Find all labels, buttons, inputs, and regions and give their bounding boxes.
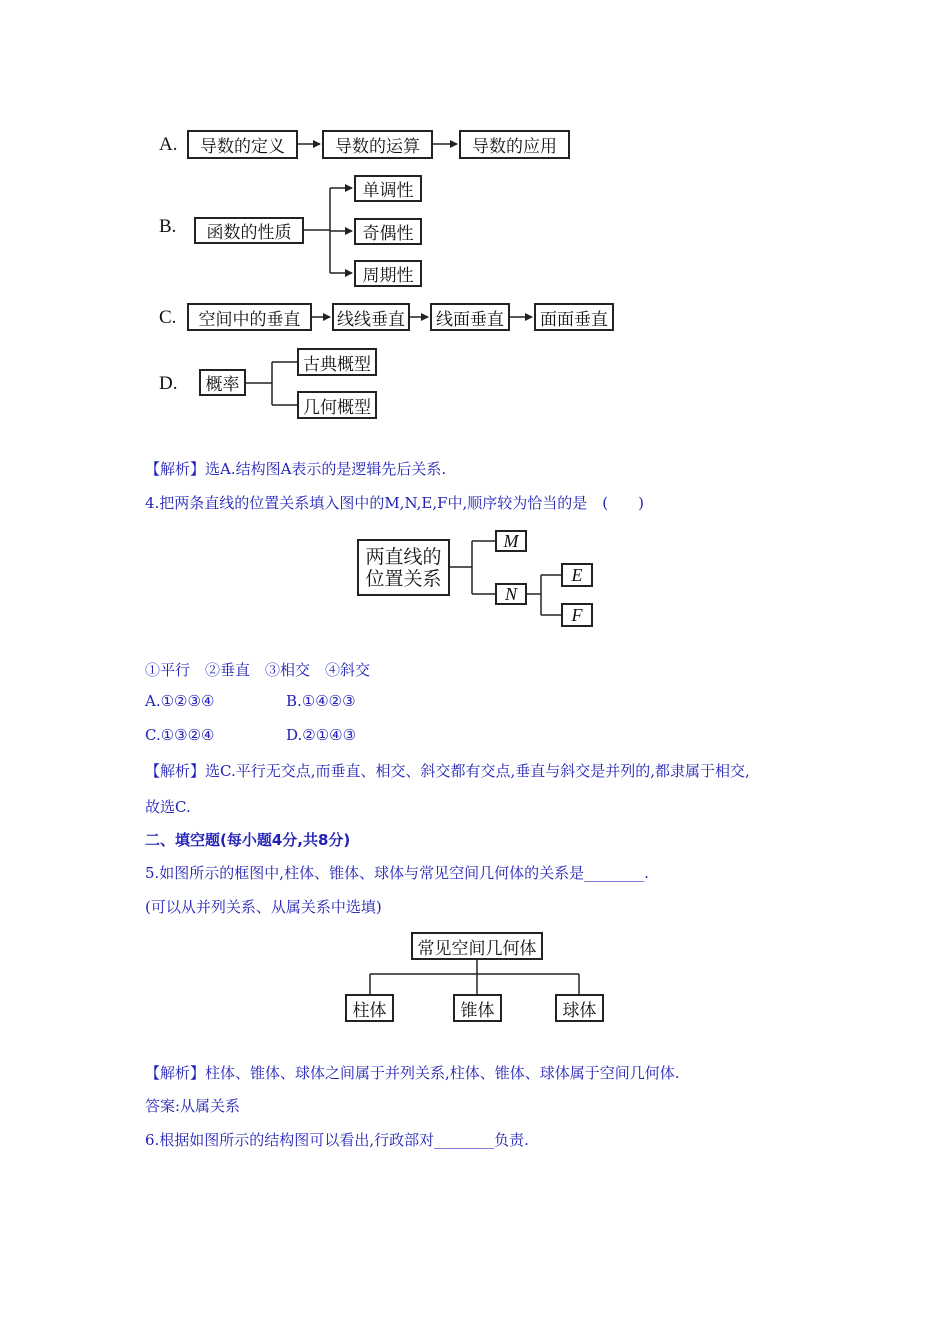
q4-choice-c: C.①③②④ xyxy=(145,726,215,744)
q5-question: 5.如图所示的框图中,柱体、锥体、球体与常见空间几何体的关系是________. xyxy=(145,864,649,882)
option-a-label: A. xyxy=(159,134,178,155)
q4-f-box: F xyxy=(561,603,593,627)
q4-n-box: N xyxy=(495,583,527,605)
q5-root-box: 常见空间几何体 xyxy=(411,932,543,960)
q4-m-box: M xyxy=(495,530,527,552)
q5-analysis: 【解析】柱体、锥体、球体之间属于并列关系,柱体、锥体、球体属于空间几何体. xyxy=(145,1064,680,1082)
option-a-box-2: 导数的运算 xyxy=(322,130,433,159)
q4-root-line2: 位置关系 xyxy=(365,567,442,590)
option-d-label: D. xyxy=(159,373,178,394)
q4-e-box: E xyxy=(561,563,593,587)
q4-root-box xyxy=(357,539,450,596)
q3-analysis: 【解析】选A.结构图A表示的是逻辑先后关系. xyxy=(145,460,447,478)
option-d-child-2: 几何概型 xyxy=(297,391,377,419)
option-c-box-1: 空间中的垂直 xyxy=(187,303,312,331)
q5-answer: 答案:从属关系 xyxy=(145,1097,241,1115)
option-b-label: B. xyxy=(159,216,177,237)
q6-question: 6.根据如图所示的结构图可以看出,行政部对________负责. xyxy=(145,1131,529,1149)
option-a-box-3: 导数的应用 xyxy=(459,130,570,159)
option-b-child-2: 奇偶性 xyxy=(354,218,422,245)
q4-analysis-line1: 【解析】选C.平行无交点,而垂直、相交、斜交都有交点,垂直与斜交是并列的,都隶属于相交, xyxy=(145,762,750,780)
section2-title: 二、填空题(每小题4分,共8分) xyxy=(145,831,351,849)
q4-question: 4.把两条直线的位置关系填入图中的M,N,E,F中,顺序较为恰当的是 ( ) xyxy=(145,494,644,512)
option-b-child-3: 周期性 xyxy=(354,260,422,287)
q4-choice-b: B.①④②③ xyxy=(286,692,356,710)
option-c-label: C. xyxy=(159,307,177,328)
q4-choice-d: D.②①④③ xyxy=(286,726,357,744)
q5-child-2: 锥体 xyxy=(453,994,502,1022)
option-c-box-2: 线线垂直 xyxy=(332,303,410,331)
option-a-box-1: 导数的定义 xyxy=(187,130,298,159)
q4-choice-a: A.①②③④ xyxy=(145,692,215,710)
option-d-root: 概率 xyxy=(199,369,246,396)
option-d-child-1: 古典概型 xyxy=(297,348,377,376)
option-b-child-1: 单调性 xyxy=(354,175,422,202)
q5-hint: (可以从并列关系、从属关系中选填) xyxy=(145,898,382,916)
q5-child-1: 柱体 xyxy=(345,994,394,1022)
q5-child-3: 球体 xyxy=(555,994,604,1022)
option-b-root: 函数的性质 xyxy=(194,217,304,244)
q4-root-line1: 两直线的 xyxy=(365,545,442,568)
option-c-box-3: 线面垂直 xyxy=(430,303,510,331)
q4-items: ①平行 ②垂直 ③相交 ④斜交 xyxy=(145,661,371,679)
option-c-box-4: 面面垂直 xyxy=(534,303,614,331)
q4-analysis-line2: 故选C. xyxy=(145,798,191,816)
